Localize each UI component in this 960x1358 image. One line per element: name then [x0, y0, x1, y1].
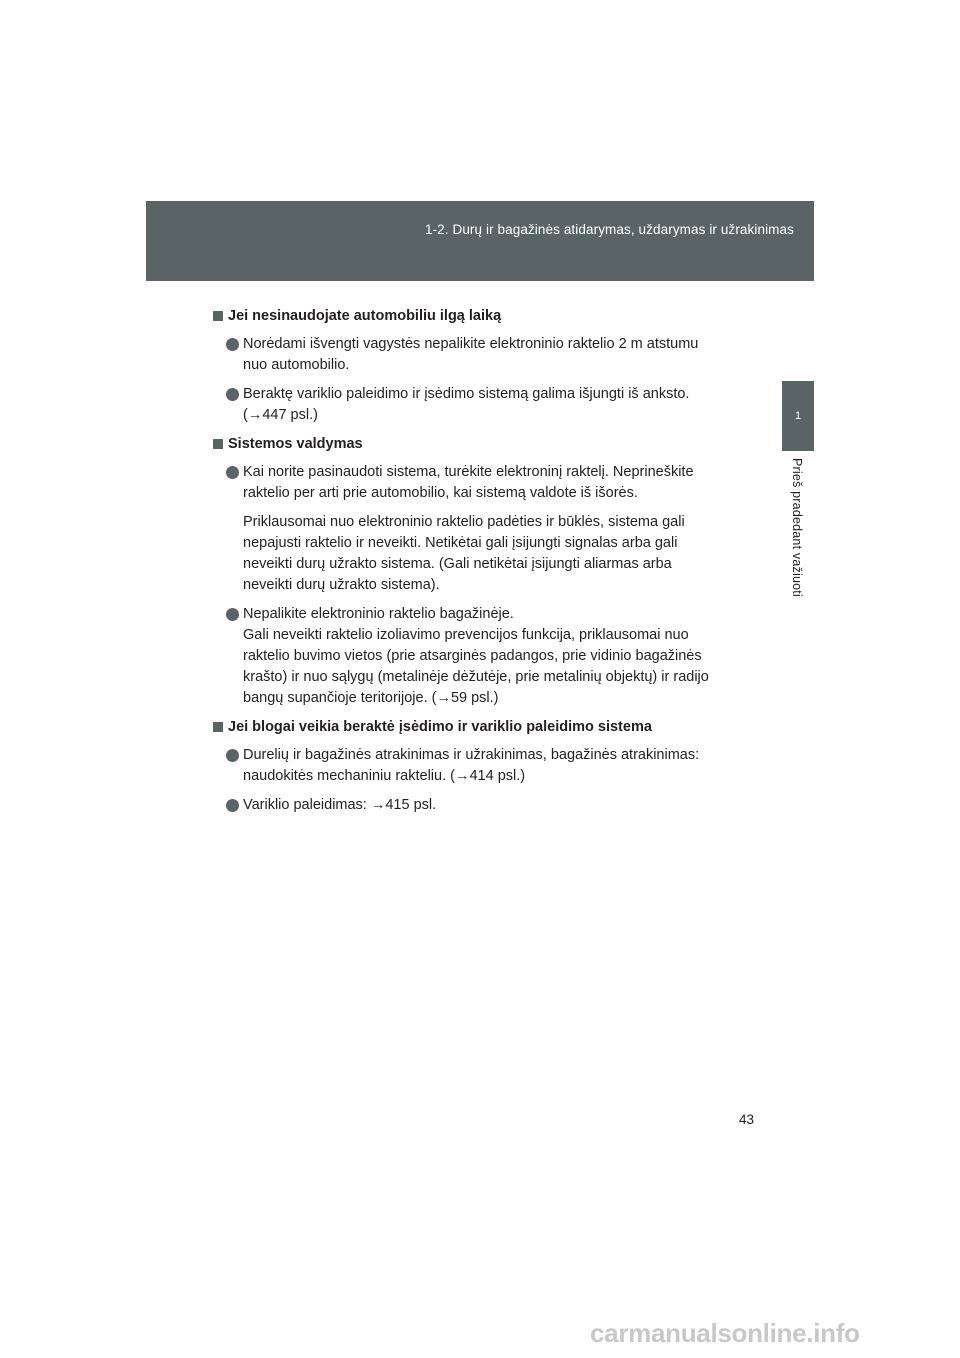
section-heading-system-operation: Sistemos valdymas: [213, 434, 743, 455]
square-bullet-icon: [213, 439, 223, 449]
watermark: carmanualsonline.info: [590, 1318, 860, 1348]
round-bullet-icon: [226, 466, 239, 479]
paragraph: Priklausomai nuo elektroninio raktelio padėties ir būklės, sistema gali nepajusti raktelio ir neveikti. Netikėtai gali įsijungti signalas arba gali neveikti durų užrakto sistema. (Gali netikėtai įsijungti aliarmas arba neveikti durų užrakto sistema).: [243, 514, 685, 593]
chapter-tab: [782, 381, 814, 451]
header-band: [146, 201, 814, 281]
chapter-number: 1: [794, 410, 802, 422]
section-title: 1-2. Durų ir bagažinės atidarymas, uždarymas ir užrakinimas: [424, 222, 794, 237]
page-number: 43: [739, 1112, 755, 1127]
square-bullet-icon: [213, 311, 223, 321]
square-bullet-icon: [213, 722, 223, 732]
round-bullet-icon: [226, 388, 239, 401]
list-item: Durelių ir bagažinės atrakinimas ir užrakinimas, bagažinės atrakinimas: naudokitės mechaniniu rakteliu. (→414 psl.): [213, 745, 743, 787]
round-bullet-icon: [226, 338, 239, 351]
page-reference: (→447 psl.): [243, 407, 318, 423]
round-bullet-icon: [226, 799, 239, 812]
list-item: Norėdami išvengti vagystės nepalikite elektroninio raktelio 2 m atstumu nuo automobilio.: [213, 334, 743, 376]
list-item: Kai norite pasinaudoti sistema, turėkite elektroninį raktelį. Neprineškite raktelio per arti prie automobilio, kai sistemą valdote iš išorės.: [213, 462, 743, 504]
list-item: Nepalikite elektroninio raktelio bagažinėje. Gali neveikti raktelio izoliavimo prevencijos funkcija, priklausomai nuo raktelio buvimo vietos (prie atsarginės padangos, prie vidinio bagažinės krašto) ir nuo sąlygų (metalinėje dėžutėje, prie metalinių objektų) ir radijo bangų supančioje teritorijoje. (→59 psl.): [213, 604, 743, 709]
list-item: Variklio paleidimas: →415 psl.: [213, 795, 743, 816]
chapter-label: Prieš pradedant važiuoti: [790, 458, 804, 597]
page-content: [213, 306, 743, 824]
section-heading-malfunction: Jei blogai veikia beraktė įsėdimo ir variklio paleidimo sistema: [213, 717, 743, 738]
round-bullet-icon: [226, 608, 239, 621]
section-heading-long-term: Jei nesinaudojate automobiliu ilgą laiką: [213, 306, 743, 327]
round-bullet-icon: [226, 749, 239, 762]
list-item: Beraktę variklio paleidimo ir įsėdimo sistemą galima išjungti iš anksto. (→447 psl.): [213, 384, 743, 426]
